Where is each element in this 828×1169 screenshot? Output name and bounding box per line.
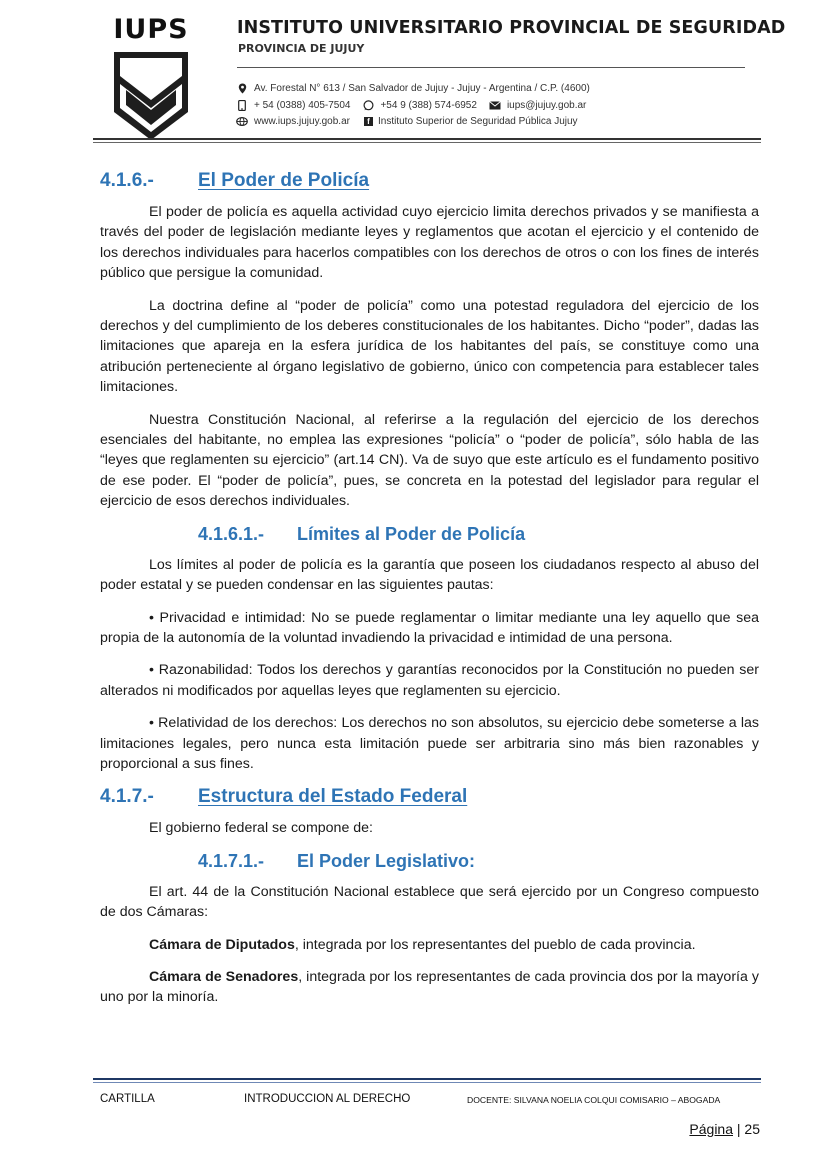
- section-4-1-6-1-heading: [198, 524, 759, 545]
- email-icon: [489, 101, 501, 110]
- section-title: Límites al Poder de Policía: [297, 523, 526, 544]
- section-4-1-6-heading: [100, 170, 759, 192]
- section-4-1-7-1-heading: [198, 851, 759, 872]
- paragraph: La doctrina define al “poder de policía” como una potestad reguladora del ejercicio de los derechos y del cumplimiento de los deberes constitucionales de los habitantes. Dicho “poder”, dadas las limitaciones que apareja en la esfera jurídica de los habitantes del país, se constituye como una atribución perteneciente al órgano legislativo de gobierno, único con competencia para establecer tales limitaciones.: [100, 297, 759, 396]
- paragraph: [100, 935, 759, 955]
- address-line: [236, 83, 590, 94]
- paragraph: El art. 44 de la Constitución Nacional establece que será ejercido por un Congreso compuesto de dos Cámaras:: [100, 883, 759, 921]
- bold-term: Cámara de Senadores: [149, 968, 299, 985]
- paragraph-rest: , integrada por los representantes del pueblo de cada provincia.: [294, 936, 696, 953]
- document-body: [100, 170, 759, 1020]
- section-title: El Poder Legislativo:: [297, 850, 476, 871]
- iups-logo: [108, 14, 194, 140]
- page-number-value: 25: [744, 1121, 760, 1137]
- province-name: PROVINCIA DE JUJUY: [238, 42, 365, 55]
- section-number: 4.1.6.-: [100, 170, 154, 191]
- section-title: El Poder de Policía: [198, 170, 370, 191]
- section-number: 4.1.7.-: [100, 786, 154, 808]
- paragraph: El gobierno federal se compone de:: [149, 820, 373, 837]
- section-4-1-7-heading: [100, 786, 759, 808]
- footer-center: INTRODUCCION AL DERECHO: [244, 1093, 411, 1105]
- facebook-icon: f: [364, 117, 373, 126]
- paragraph: Nuestra Constitución Nacional, al referirse a la regulación del ejercicio de los derechos esenciales del habitante, no emplea las expresiones “policía” o “poder de policía”, sólo habla de las “leyes que reglamenten su ejercicio” (art.14 CN). Va de suyo que este artículo es el fundamento positivo de ese poder. El “poder de policía”, pues, se concreta en la potestad del legislador para regular el ejercicio de esos derechos individuales.: [100, 411, 759, 510]
- shield-logo-icon: [112, 50, 190, 142]
- website-text: www.iups.jujuy.gob.ar: [254, 116, 350, 127]
- institution-name: INSTITUTO UNIVERSITARIO PROVINCIAL DE SEGURIDAD: [237, 18, 786, 38]
- bold-term: Cámara de Diputados: [149, 936, 295, 953]
- page-label: Página: [689, 1121, 733, 1137]
- footer-left: CARTILLA: [100, 1093, 155, 1105]
- section-number: 4.1.7.1.-: [198, 850, 265, 871]
- email-text: iups@jujuy.gob.ar: [506, 100, 587, 111]
- web-line: [236, 116, 578, 127]
- globe-icon: [236, 117, 248, 126]
- location-pin-icon: [236, 83, 248, 94]
- footer-right: DOCENTE: SILVANA NOELIA COLQUI COMISARIO – ABOGADA: [467, 1095, 721, 1105]
- logo-text: IUPS: [113, 14, 189, 45]
- phone-icon: [236, 100, 248, 111]
- paragraph: El poder de policía es aquella actividad cuyo ejercicio limita derechos privados y se manifiesta a través del poder de legislación mediante leyes y reglamentos que acotan el ejercicio y el contenido de los derechos individuales para hacerlos compatibles con los derechos de otros o con los fines de interés público que persigue la comunidad.: [100, 204, 759, 282]
- paragraph: Los límites al poder de policía es la garantía que poseen los ciudadanos respecto al abuso del poder estatal y se pueden condensar en las siguientes pautas:: [100, 556, 759, 594]
- section-number: 4.1.6.1.-: [198, 523, 265, 544]
- page-number: [689, 1121, 760, 1137]
- address-text: Av. Forestal N° 613 / San Salvador de Jujuy - Jujuy - Argentina / C.P. (4600): [254, 83, 590, 94]
- footer-rule: [93, 1078, 761, 1080]
- header-divider: [237, 67, 745, 68]
- page-separator: |: [733, 1121, 745, 1137]
- bullet-paragraph: • Relatividad de los derechos: Los derechos no son absolutos, su ejercicio debe someterse a las limitaciones legales, pero nunca esta limitación puede ser arbitraria sino más bien razonables y proporcional a sus fines.: [100, 715, 759, 772]
- paragraph: [100, 967, 759, 1008]
- phone-text: + 54 (0388) 405-7504: [254, 100, 351, 111]
- bullet-paragraph: • Privacidad e intimidad: No se puede reglamentar o limitar mediante una ley aquello que sea propia de la autonomía de la voluntad invadiendo la privacidad e intimidad de una persona.: [100, 609, 759, 646]
- bullet-paragraph: • Razonabilidad: Todos los derechos y garantías reconocidos por la Constitución no pueden ser alterados ni modificados por aquellas leyes que reglamenten su ejercicio.: [100, 662, 759, 699]
- whatsapp-text: +54 9 (388) 574-6952: [380, 100, 477, 111]
- section-title: Estructura del Estado Federal: [198, 786, 468, 808]
- footer-rule-thin: [93, 1082, 761, 1083]
- whatsapp-icon: [362, 100, 374, 111]
- header-bottom-rule: [93, 138, 761, 140]
- facebook-text: Instituto Superior de Seguridad Pública Jujuy: [377, 116, 578, 127]
- header-bottom-rule-thin: [93, 142, 761, 143]
- paragraph-rest: , integrada por los representantes de cada provincia dos por la mayoría y uno por la minoría.: [100, 968, 760, 1006]
- phone-line: [236, 100, 586, 111]
